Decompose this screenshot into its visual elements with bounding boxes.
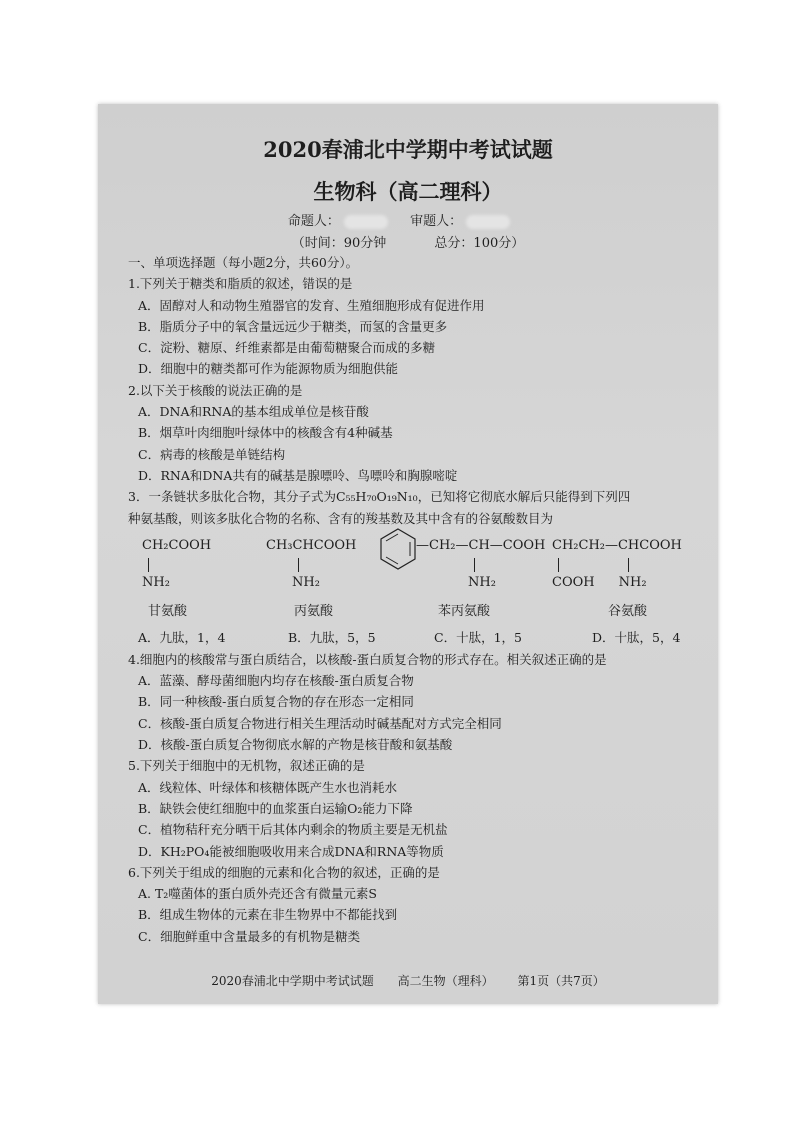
- bond-line: [148, 558, 211, 572]
- exam-info: [98, 232, 718, 251]
- section-heading: 一、单项选择题（每小题2分，共60分）。: [128, 255, 359, 270]
- q4-option-d: D．核酸-蛋白质复合物彻底水解的产物是核苷酸和氨基酸: [138, 737, 453, 753]
- glutamic-acid-name: 谷氨酸: [608, 603, 648, 619]
- q4-option-c: C．核酸-蛋白质复合物进行相关生理活动时碱基配对方式完全相同: [138, 715, 502, 731]
- amino-acid-structures: [128, 535, 708, 627]
- q3-option-d: D．十肽，5，4: [592, 629, 681, 645]
- q2-option-d: D．RNA和DNA共有的碱基是腺嘌呤、鸟嘌呤和胸腺嘧啶: [138, 467, 458, 483]
- phenylalanine-structure: [378, 535, 546, 619]
- q3-option-c: C．十肽，1，5: [434, 629, 522, 645]
- alanine-structure: [266, 535, 357, 619]
- glycine-amino-group: NH₂: [142, 575, 170, 591]
- bond-line: [474, 558, 545, 572]
- q6-option-b: B．组成生物体的元素在非生物界中不都能找到: [138, 907, 398, 923]
- phenylalanine-amino-group: NH₂: [468, 575, 496, 591]
- glutamic-acid-structure: [552, 535, 682, 619]
- glycine-name: 甘氨酸: [148, 603, 188, 619]
- q1-stem: 1.下列关于糖类和脂质的叙述，错误的是: [128, 276, 353, 292]
- q3-stem-line1: 3．一条链状多肽化合物，其分子式为C₅₅H₇₀O₁₉N₁₀，已知将它彻底水解后只能得到下列四: [128, 489, 631, 505]
- staff-line: [98, 210, 718, 229]
- page-footer: [98, 972, 718, 989]
- reviewer-label: 审题人：: [410, 214, 463, 229]
- q1-option-b: B．脂质分子中的氧含量远远少于糖类，而氢的含量更多: [138, 318, 448, 334]
- glycine-formula: CH₂COOH: [142, 537, 212, 553]
- exam-time: （时间：90分钟: [291, 236, 387, 251]
- q2-stem: 2.以下关于核酸的说法正确的是: [128, 382, 303, 398]
- glutamic-acid-formula: CH₂CH₂—CHCOOH: [552, 537, 682, 553]
- footer-page-number: 第1页（共7页）: [517, 974, 605, 988]
- q5-option-b: B．缺铁会使红细胞中的血浆蛋白运输O₂能力下降: [138, 800, 413, 816]
- author-label: 命题人：: [287, 214, 340, 229]
- bond-line: [628, 558, 629, 572]
- q2-option-b: B．烟草叶肉细胞叶绿体中的核酸含有4种碱基: [138, 425, 393, 441]
- glutamic-acid-carboxyl-group: COOH: [552, 575, 595, 591]
- glutamic-acid-amino-group: NH₂: [618, 575, 647, 591]
- q1-option-a: A．固醇对人和动物生殖器官的发育、生殖细胞形成有促进作用: [138, 297, 485, 313]
- q5-option-a: A．线粒体、叶绿体和核糖体既产生水也消耗水: [138, 779, 398, 795]
- footer-course: 高二生物（理科）: [397, 974, 494, 988]
- q5-option-c: C．植物秸秆充分晒干后其体内剩余的物质主要是无机盐: [138, 822, 448, 838]
- q6-stem: 6.下列关于组成的细胞的元素和化合物的叙述，正确的是: [128, 864, 440, 880]
- exam-score: 总分：100分）: [434, 236, 525, 251]
- q2-option-a: A．DNA和RNA的基本组成单位是核苷酸: [138, 404, 369, 420]
- glycine-structure: [142, 535, 212, 619]
- exam-paper: [98, 104, 718, 1004]
- q6-option-a: A. T₂噬菌体的蛋白质外壳还含有微量元素S: [138, 886, 377, 902]
- phenylalanine-formula: —CH₂—CH—COOH: [416, 537, 546, 553]
- q3-stem-line2: 种氨基酸，则该多肽化合物的名称、含有的羧基数及其中含有的谷氨酸数目为: [128, 510, 554, 526]
- bond-line: [558, 558, 559, 572]
- q3-option-b: B．九肽，5，5: [288, 629, 376, 645]
- alanine-formula: CH₃CHCOOH: [266, 537, 357, 553]
- redacted-author: [344, 215, 388, 229]
- exam-title: 2020春浦北中学期中考试试题: [263, 137, 553, 162]
- q1-option-d: D．细胞中的糖类都可作为能源物质为细胞供能: [138, 361, 399, 377]
- q6-option-c: C．细胞鲜重中含量最多的有机物是糖类: [138, 928, 361, 944]
- exam-subtitle: 生物科（高二理科）: [313, 179, 503, 204]
- glutamic-acid-groups: [552, 572, 682, 593]
- q4-stem: 4.细胞内的核酸常与蛋白质结合，以核酸-蛋白质复合物的形式存在。相关叙述正确的是: [128, 651, 607, 667]
- alanine-name: 丙氨酸: [294, 603, 334, 619]
- q5-option-d: D．KH₂PO₄能被细胞吸收用来合成DNA和RNA等物质: [138, 843, 444, 859]
- q3-option-a: A．九肽，1，4: [138, 629, 226, 645]
- question-area: [128, 252, 708, 947]
- bond-line: [298, 558, 356, 572]
- bond-lines: [552, 556, 682, 572]
- q1-option-c: C．淀粉、糖原、纤维素都是由葡萄糖聚合而成的多糖: [138, 340, 436, 356]
- q2-option-c: C．病毒的核酸是单链结构: [138, 446, 286, 462]
- alanine-amino-group: NH₂: [292, 575, 320, 591]
- benzene-ring-icon: [378, 527, 418, 571]
- footer-exam-name: 2020春浦北中学期中考试试题: [211, 974, 374, 988]
- q3-options: [128, 627, 708, 649]
- phenylalanine-name: 苯丙氨酸: [438, 603, 491, 619]
- q5-stem: 5.下列关于细胞中的无机物，叙述正确的是: [128, 758, 365, 774]
- q4-option-a: A．蓝藻、酵母菌细胞内均存在核酸-蛋白质复合物: [138, 673, 414, 689]
- q4-option-b: B．同一种核酸-蛋白质复合物的存在形态一定相同: [138, 694, 414, 710]
- redacted-reviewer: [466, 215, 510, 229]
